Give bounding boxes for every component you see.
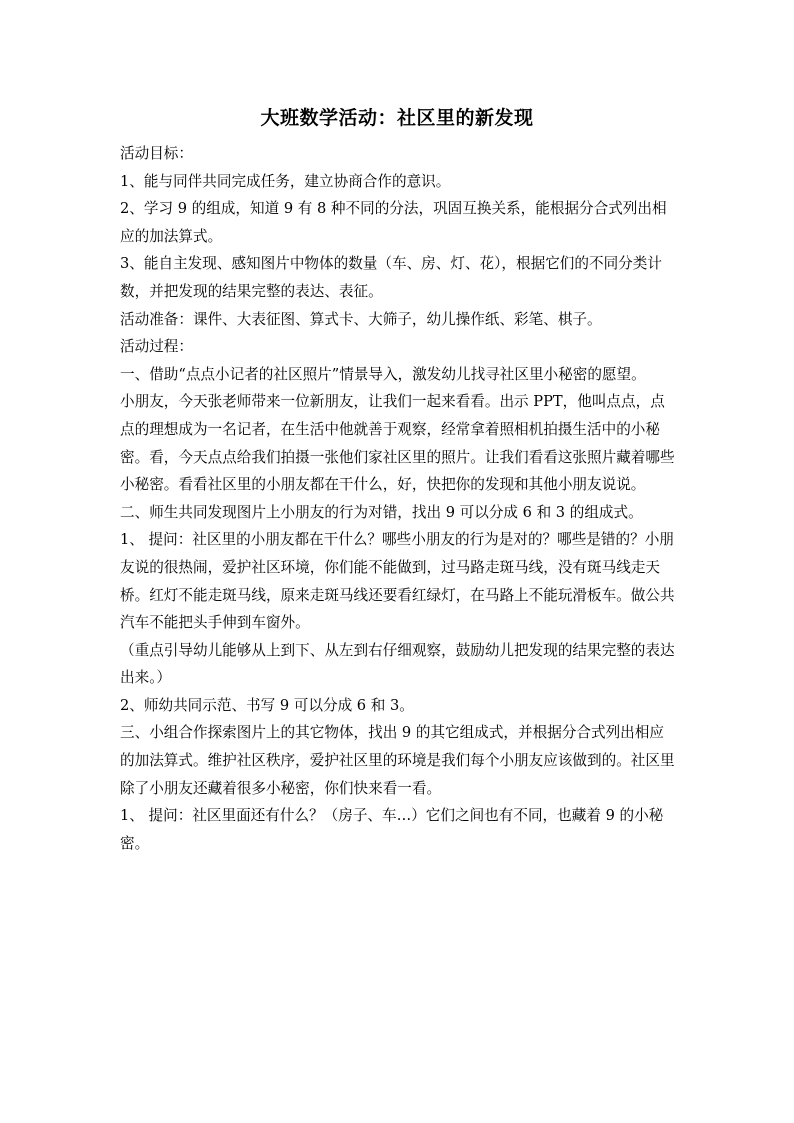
preparation-paragraph: 活动准备：课件、大表征图、算式卡、大筛子，幼儿操作纸、彩笔、棋子。: [120, 310, 602, 328]
process-step-2: 二、师生共同发现图片上小朋友的行为对错，找出 9 可以分成 6 和 3 的组成式。: [120, 503, 643, 521]
goal-item-3: 3、能自主发现、感知图片中物体的数量（车、房、灯、花），根据它们的不同分类计数，并把发现的结果完整的表达、表征。: [120, 255, 662, 300]
process-step-2-question: 1、 提问：社区里的小朋友都在干什么？哪些小朋友的行为是对的？哪些是错的？小朋友说的很热闹，爱护社区环境，你们能不能做到，过马路走斑马线，没有斑马线走天桥。红灯不能走斑马线，原来走斑马线还要看红绿灯，在马路上不能玩滑板车。做公共汽车不能把头手伸到车窗外。: [120, 531, 675, 632]
process-step-1-body: 小朋友，今天张老师带来一位新朋友，让我们一起来看看。出示 PPT，他叫点点，点点的理想成为一名记者，在生活中他就善于观察，经常拿着照相机拍摄生活中的小秘密。看，今天点点给我们拍摄一张他们家社区里的照片。让我们看看这张照片藏着哪些小秘密。看看社区里的小朋友都在干什么，好，快把你的发现和其他小朋友说说。: [120, 393, 675, 494]
section-heading-goals: 活动目标：: [120, 145, 193, 162]
process-step-3: 三、小组合作探索图片上的其它物体，找出 9 的其它组成式，并根据分合式列出相应的加法算式。维护社区秩序，爱护社区里的环境是我们每个小朋友应该做到的。社区里除了小朋友还藏着很多小秘密，你们快来看一看。: [120, 724, 675, 797]
goal-item-2: 2、学习 9 的组成，知道 9 有 8 种不同的分法，巩固互换关系，能根据分合式列出相应的加法算式。: [120, 200, 667, 245]
process-step-1: 一、借助“点点小记者的社区照片”情景导入，激发幼儿找寻社区里小秘密的愿望。: [120, 365, 646, 383]
process-step-3-question: 1、 提问：社区里面还有什么？（房子、车…）它们之间也有不同，也藏着 9 的小秘密。: [120, 807, 664, 852]
process-step-2-demo: 2、师幼共同示范、书写 9 可以分成 6 和 3。: [120, 696, 414, 714]
process-step-2-note: （重点引导幼儿能够从上到下、从左到右仔细观察，鼓励幼儿把发现的结果完整的表达出来。）: [120, 641, 675, 687]
goal-item-1: 1、能与同伴共同完成任务，建立协商合作的意识。: [120, 172, 451, 190]
document-title: 大班数学活动：社区里的新发现: [260, 107, 534, 129]
section-heading-process: 活动过程：: [120, 338, 193, 356]
document-body: [120, 140, 676, 857]
